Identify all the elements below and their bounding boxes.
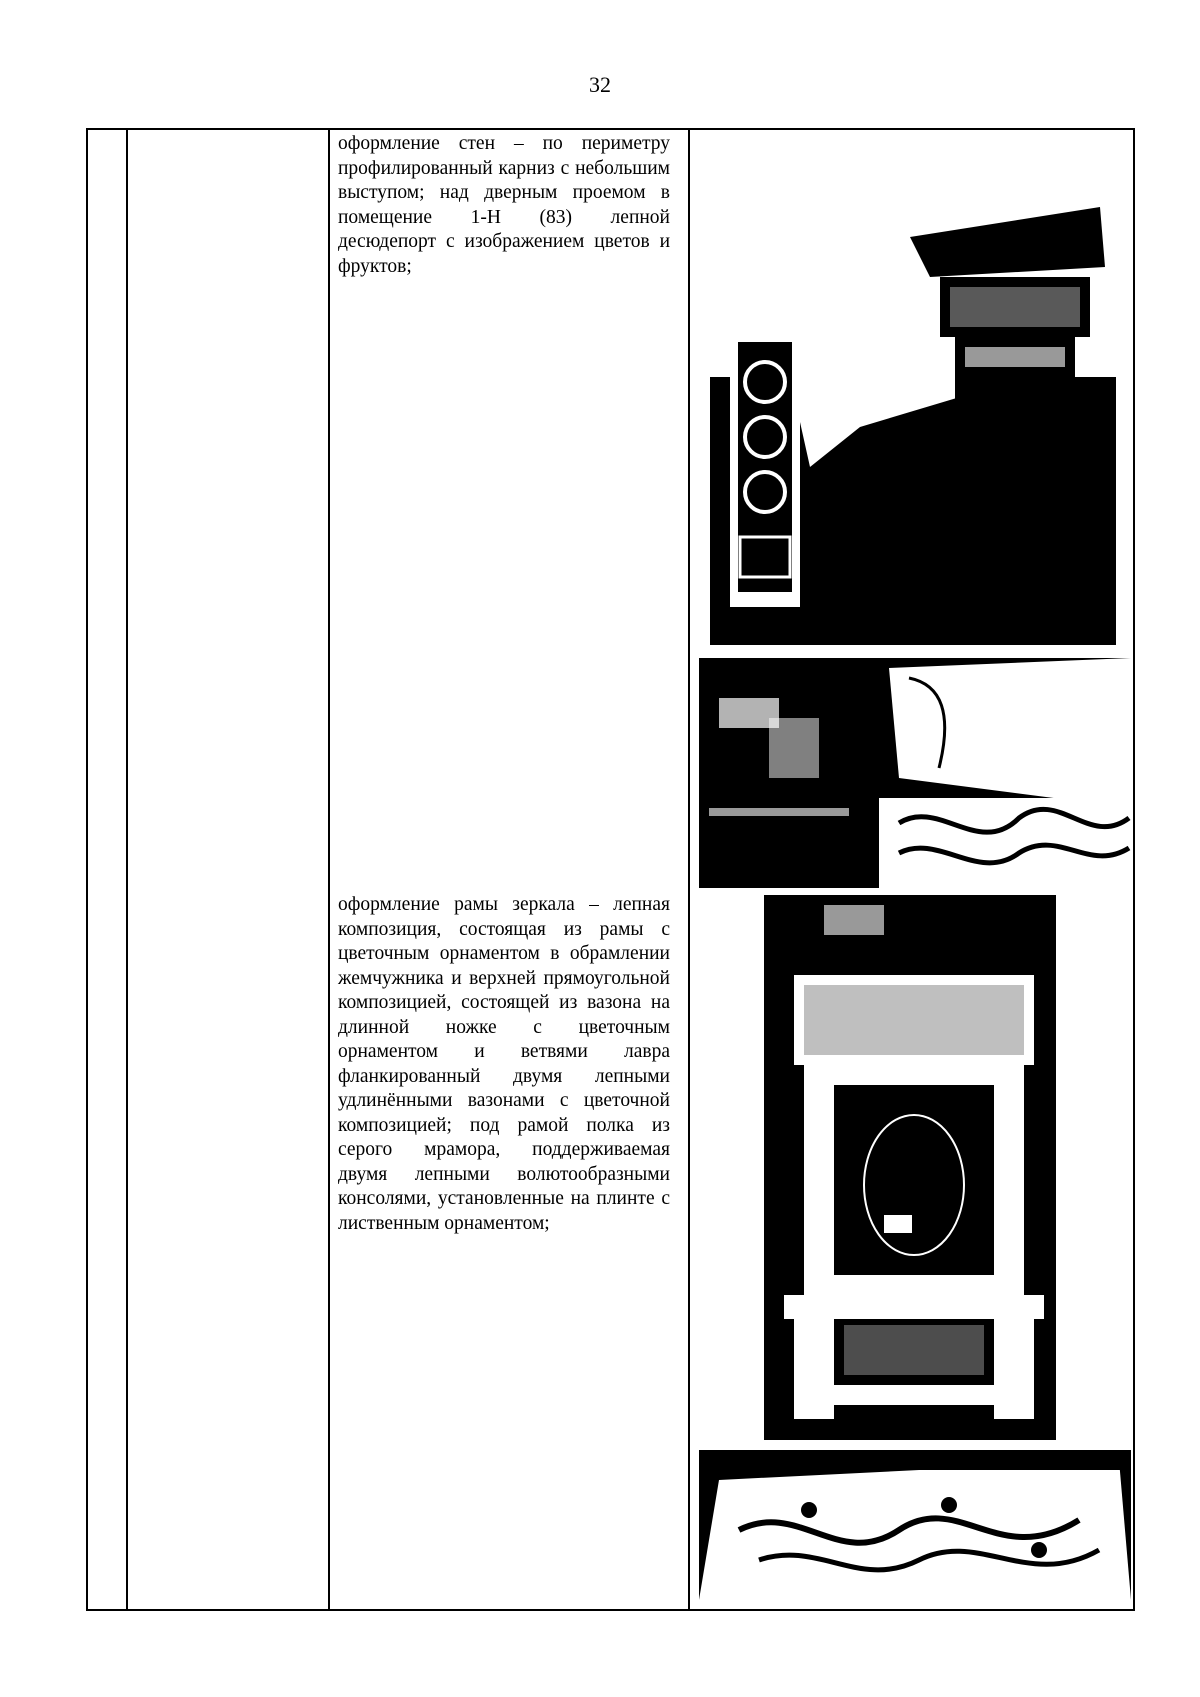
document-table bbox=[86, 128, 1135, 1611]
column-divider bbox=[688, 130, 690, 1609]
description-walls: оформление стен – по периметру профилированный карниз с небольшим выступом; над дверным проемом в помещение 1-Н (83) лепной десюдепорт с изображением цветов и фруктов; bbox=[338, 133, 670, 277]
photo-room-door-overdoor-icon bbox=[710, 167, 1116, 645]
photo-ornament-detail-icon bbox=[699, 1450, 1131, 1600]
photo-cornice-detail-icon bbox=[699, 658, 1131, 888]
description-mirror-frame: оформление рамы зеркала – лепная композиция, состоящая из рамы с цветочным орнаментом в обрамлении жемчужника и верхней прямоугольной композицией, состоящей из вазона на длинной ножке с цветочным орнаментом и ветвями лавра фланкированный двумя лепными удлинёнными вазонами с цветочной композицией; под рамой полка из серого мрамора, поддерживаемая двумя лепными волютообразными консолями, установленные на плинте с лиственным орнаментом; bbox=[338, 894, 670, 1234]
column-divider bbox=[328, 130, 330, 1609]
column-divider bbox=[126, 130, 128, 1609]
photo-mirror-frame-icon bbox=[764, 895, 1056, 1440]
page-number: 32 bbox=[589, 72, 611, 97]
